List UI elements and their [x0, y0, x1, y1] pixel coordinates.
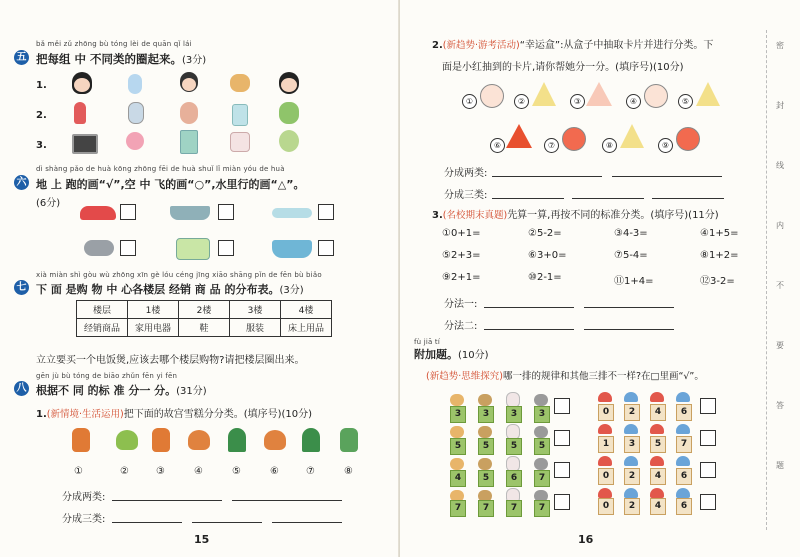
hot-pepper-icon[interactable]: [74, 102, 86, 124]
rice-cooker-icon[interactable]: [230, 132, 250, 152]
number-card: 0: [598, 498, 614, 515]
blue-cap-kid-icon: [624, 488, 638, 498]
electric-fan-icon[interactable]: [279, 130, 299, 152]
flower-icon[interactable]: [126, 132, 144, 150]
number-card: 7: [450, 500, 466, 517]
number-card: 5: [478, 470, 494, 487]
lotus-popsicle-icon: [188, 430, 210, 450]
ship-icon: [272, 240, 312, 258]
seal-line-char: 封: [776, 101, 784, 110]
number-card: 4: [650, 498, 666, 515]
popsicle-label: ①: [74, 466, 83, 477]
answer-line[interactable]: [584, 307, 674, 308]
number-card: 4: [650, 404, 666, 421]
q3-method2-label: 分法二:: [444, 321, 478, 332]
number-card: 7: [534, 500, 550, 517]
blue-cap-kid-icon: [624, 424, 638, 434]
popsicle-label: ⑦: [306, 466, 315, 477]
bear-icon: [478, 458, 492, 470]
tomato-in-circle-icon: [562, 127, 586, 151]
page-number: 15: [194, 533, 210, 546]
answer-line[interactable]: [112, 500, 222, 501]
table-cell[interactable]: 2楼: [179, 301, 230, 319]
peach-in-triangle-icon: [586, 82, 612, 106]
red-cap-kid-icon: [650, 392, 664, 402]
red-cap-kid-icon: [650, 488, 664, 498]
card-label: ⑨: [658, 133, 673, 153]
refrigerator-icon[interactable]: [180, 130, 198, 154]
number-card: 7: [676, 436, 692, 453]
card-label: ④: [626, 89, 641, 109]
table-header-row: [77, 301, 332, 319]
q2-three-categories-label: 分成三类:: [444, 190, 488, 201]
popsicle-label: ⑤: [232, 466, 241, 477]
number-card: 5: [534, 438, 550, 455]
answer-line[interactable]: [612, 176, 722, 177]
q6-car-answer-box[interactable]: [120, 204, 136, 220]
q7-title: 下 面 是购 物 中 心各楼层 经销 商 品 的分布表。(3分): [36, 283, 304, 296]
television-icon[interactable]: [72, 134, 98, 154]
number-card: 5: [450, 438, 466, 455]
q8-three-categories-label: 分成三类:: [62, 514, 106, 525]
number-card: 7: [506, 500, 522, 517]
table-cell: 经销商品: [77, 319, 128, 337]
seal-line-char: 题: [776, 461, 784, 470]
seal-line-char: 答: [776, 401, 784, 410]
seal-line-char: 内: [776, 221, 784, 230]
q3-heading: 3.(名校期末真题)先算一算,再按不同的标准分类。(填序号)(11分): [432, 210, 719, 221]
card-label: ⑥: [490, 133, 505, 153]
q8-badge: 八: [14, 381, 29, 396]
table-cell: 服装: [230, 319, 281, 337]
tree-popsicle-icon: [302, 428, 320, 452]
number-card: 7: [478, 500, 494, 517]
number-card: 3: [506, 406, 522, 423]
blue-cap-kid-icon: [676, 488, 690, 498]
answer-line[interactable]: [572, 198, 644, 199]
number-card: 1: [598, 436, 614, 453]
right-page: [400, 0, 800, 557]
q6-ship-answer-box[interactable]: [318, 240, 334, 256]
popsicle-label: ④: [194, 466, 203, 477]
number-card: 6: [676, 404, 692, 421]
bonus-right-row1-checkbox[interactable]: [700, 398, 716, 414]
pear-in-triangle-icon: [696, 82, 720, 106]
seal-line-char: 密: [776, 41, 784, 50]
bonus-right-row3-checkbox[interactable]: [700, 462, 716, 478]
bus-icon: [176, 238, 210, 260]
pear-in-triangle-icon: [620, 124, 644, 148]
number-card: 3: [534, 406, 550, 423]
equation: ⑨2+1=: [442, 272, 481, 283]
popsicle-label: ③: [156, 466, 165, 477]
bonus-right-pattern-grid: [596, 392, 716, 516]
q7-badge: 七: [14, 280, 29, 295]
number-card: 3: [478, 406, 494, 423]
table-cell: 家用电器: [128, 319, 179, 337]
toothpaste-icon[interactable]: [232, 104, 248, 126]
popsicle-label: ⑥: [270, 466, 279, 477]
number-card: 3: [624, 436, 640, 453]
girl-green-dress-icon[interactable]: [279, 102, 299, 124]
boy-icon[interactable]: [180, 102, 198, 124]
bear-icon: [478, 394, 492, 406]
number-card: 4: [450, 470, 466, 487]
submarine-icon: [170, 206, 210, 220]
floor-distribution-table: [76, 300, 332, 337]
koala-icon: [534, 458, 548, 470]
number-card: 6: [506, 470, 522, 487]
number-card: 4: [650, 468, 666, 485]
equation: ⑥3+0=: [528, 250, 567, 261]
face-skin-icon: [74, 78, 90, 92]
q3-method1-label: 分法一:: [444, 299, 478, 310]
bonus-title: 附加题。(10分): [414, 348, 489, 361]
answer-line[interactable]: [492, 176, 602, 177]
q6-helicopter-answer-box[interactable]: [120, 240, 136, 256]
seal-line-char: 不: [776, 281, 784, 290]
seal-line: [766, 30, 767, 530]
blue-cap-kid-icon: [676, 392, 690, 402]
answer-line[interactable]: [112, 522, 182, 523]
blue-cap-kid-icon: [624, 456, 638, 466]
q7-pinyin: xià miàn shì gòu wù zhōng xīn gè lóu céng jīng xiāo shāng pǐn de fēn bù biǎo: [36, 271, 322, 279]
equation: ⑩2-1=: [528, 272, 562, 283]
helicopter-icon: [84, 240, 114, 256]
q5-row2-number: 2.: [36, 110, 47, 121]
red-cap-kid-icon: [598, 392, 612, 402]
bonus-left-row2-checkbox[interactable]: [554, 430, 570, 446]
q6-submarine-answer-box[interactable]: [218, 204, 234, 220]
q6-bus-answer-box[interactable]: [218, 240, 234, 256]
q5-badge: 五: [14, 50, 29, 65]
q8-title: 根据不 同 的标 准 分一 分。(31分): [36, 384, 207, 397]
equation: ④1+5=: [700, 228, 739, 239]
equation: ⑦5-4=: [614, 250, 648, 261]
answer-line[interactable]: [272, 522, 342, 523]
koala-icon: [534, 394, 548, 406]
q6-airplane-answer-box[interactable]: [318, 204, 334, 220]
number-card: 5: [506, 438, 522, 455]
q5-pinyin: bǎ měi zǔ zhōng bù tóng lèi de quān qǐ lái: [36, 40, 192, 48]
number-card: 2: [624, 468, 640, 485]
blue-cap-kid-icon: [676, 424, 690, 434]
q8-two-categories-label: 分成两类:: [62, 492, 106, 503]
q2-text-line2: 面是小红抽到的卡片,请你帮她分一分。(填序号)(10分): [442, 62, 684, 73]
tomato-in-circle-icon: [676, 127, 700, 151]
answer-line[interactable]: [484, 307, 574, 308]
red-cap-kid-icon: [598, 424, 612, 434]
q2-two-categories-label: 分成两类:: [444, 168, 488, 179]
card-label: ⑦: [544, 133, 559, 153]
peach-in-circle-icon: [480, 84, 504, 108]
equation: ②5-2=: [528, 228, 562, 239]
table-row: [77, 319, 332, 337]
bonus-left-row1-checkbox[interactable]: [554, 398, 570, 414]
face-skin-icon: [281, 78, 297, 92]
table-cell[interactable]: 3楼: [230, 301, 281, 319]
popsicle-label: ⑧: [344, 466, 353, 477]
peach-in-circle-icon: [644, 84, 668, 108]
card-label: ③: [570, 89, 585, 109]
bonus-left-row4-checkbox[interactable]: [554, 494, 570, 510]
equation: ⑫3-2=: [700, 276, 735, 287]
koala-icon: [534, 426, 548, 438]
airplane-icon: [272, 208, 312, 218]
number-card: 3: [450, 406, 466, 423]
q5-row1-number: 1.: [36, 80, 47, 91]
lion-popsicle-icon: [152, 428, 170, 452]
bear-icon: [478, 426, 492, 438]
equation: ⑧1+2=: [700, 250, 739, 261]
lion-popsicle-icon: [340, 428, 358, 452]
answer-line[interactable]: [584, 329, 674, 330]
number-card: 0: [598, 468, 614, 485]
bonus-pinyin: fù jiā tí: [414, 338, 441, 346]
page-number: 16: [578, 533, 594, 546]
answer-line[interactable]: [492, 198, 564, 199]
tomato-in-triangle-icon: [506, 124, 532, 148]
equation: ⑪1+4=: [614, 276, 654, 287]
bonus-right-row2-checkbox[interactable]: [700, 430, 716, 446]
q5-row3-number: 3.: [36, 140, 47, 151]
popsicle-label: ②: [120, 466, 129, 477]
answer-line[interactable]: [652, 198, 724, 199]
q6-score: (6分): [36, 198, 61, 209]
q8-sub1-text: 1.(新情境·生活运用)把下面的故宫雪糕分分类。(填序号)(10分): [36, 409, 313, 420]
monkey-icon: [450, 458, 464, 470]
number-card: 5: [478, 438, 494, 455]
pear-in-triangle-icon: [532, 82, 556, 106]
spoon-icon[interactable]: [128, 74, 142, 94]
card-label: ⑤: [678, 89, 693, 109]
table-cell: 鞋: [179, 319, 230, 337]
card-label: ②: [514, 89, 529, 109]
table-cell: 床上用品: [281, 319, 332, 337]
table-cell[interactable]: 4楼: [281, 301, 332, 319]
seal-line-char: 线: [776, 161, 784, 170]
equation: ①0+1=: [442, 228, 481, 239]
monkey-icon: [450, 426, 464, 438]
q8-pinyin: gēn jù bù tóng de biāo zhǔn fēn yi fēn: [36, 372, 178, 380]
number-card: 2: [624, 498, 640, 515]
lotus-popsicle-icon: [264, 430, 286, 450]
red-cap-kid-icon: [598, 456, 612, 466]
bonus-instruction: (新趋势·思维探究)哪一排的规律和其他三排不一样?在□里画“√”。: [426, 371, 704, 382]
car-icon: [80, 206, 116, 220]
lotus-popsicle-icon: [116, 430, 138, 450]
number-card: 6: [676, 468, 692, 485]
card-label: ⑧: [602, 133, 617, 153]
q6-badge: 六: [14, 175, 29, 190]
number-card: 6: [676, 498, 692, 515]
q6-title: 地 上 跑的画“√”,空 中 飞的画“○”,水里行的画“△”。: [36, 178, 305, 191]
red-cap-kid-icon: [650, 424, 664, 434]
monkey-icon: [450, 394, 464, 406]
spoon-icon[interactable]: [128, 102, 144, 124]
answer-line[interactable]: [484, 329, 574, 330]
answer-line[interactable]: [192, 522, 262, 523]
face-skin-icon: [182, 78, 196, 91]
lion-popsicle-icon: [72, 428, 90, 452]
q6-pinyin: dì shàng pǎo de huà kōng zhōng fēi de huà shuǐ lǐ miàn yóu de huà: [36, 165, 285, 173]
equation: ③4-3=: [614, 228, 648, 239]
number-card: 2: [624, 404, 640, 421]
number-card: 0: [598, 404, 614, 421]
bonus-left-row3-checkbox[interactable]: [554, 462, 570, 478]
q5-title: 把每组 中 不同类的圈起来。(3分): [36, 52, 207, 66]
bonus-right-row4-checkbox[interactable]: [700, 494, 716, 510]
card-label: ①: [462, 89, 477, 109]
seal-line-char: 要: [776, 341, 784, 350]
table-cell[interactable]: 1楼: [128, 301, 179, 319]
tree-popsicle-icon: [228, 428, 246, 452]
answer-line[interactable]: [232, 500, 342, 501]
red-cap-kid-icon: [650, 456, 664, 466]
equation: ⑤2+3=: [442, 250, 481, 261]
q7-question: 立立要买一个电饭煲,应该去哪个楼层购物?请把楼层圈出来。: [36, 355, 305, 366]
red-cap-kid-icon: [598, 488, 612, 498]
number-card: 7: [534, 470, 550, 487]
blue-cap-kid-icon: [624, 392, 638, 402]
number-card: 5: [650, 436, 666, 453]
q2-heading: 2.(新趋势·游考活动)“幸运盒”:从盒子中抽取卡片并进行分类。下: [432, 40, 714, 51]
blue-cap-kid-icon: [676, 456, 690, 466]
puppy-icon[interactable]: [230, 74, 250, 92]
table-cell: 楼层: [77, 301, 128, 319]
